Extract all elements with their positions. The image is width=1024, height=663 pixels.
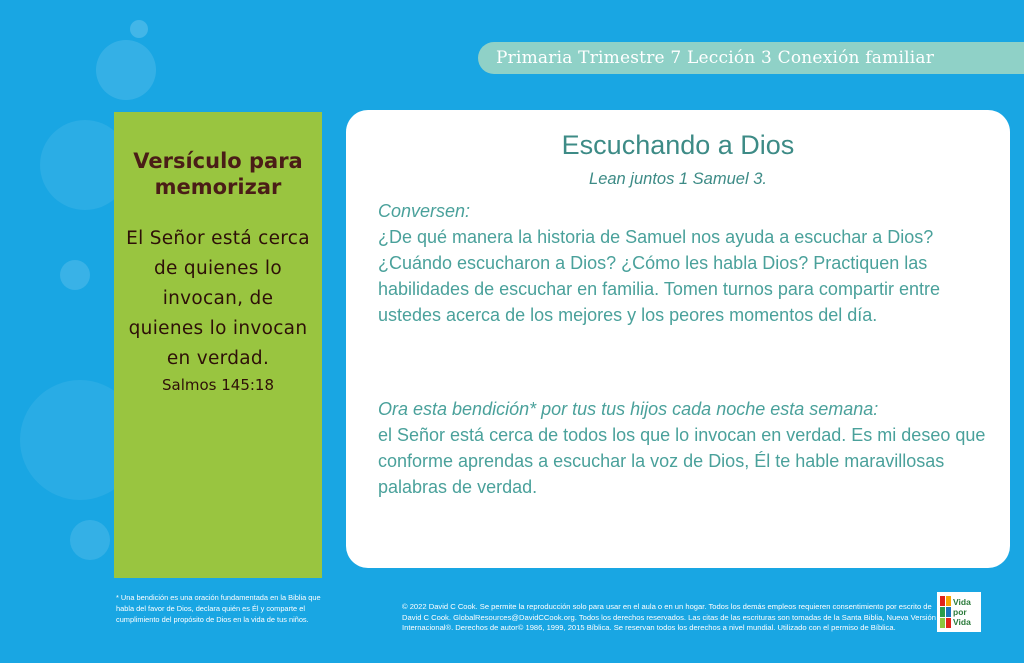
page-title: Primaria Trimestre 7 Lección 3 Conexión familiar bbox=[496, 48, 935, 68]
prayer-section bbox=[378, 396, 988, 500]
vida-por-vida-logo bbox=[937, 592, 981, 632]
background-bubble bbox=[70, 520, 110, 560]
prayer-text: el Señor está cerca de todos los que lo invocan en verdad. Es mi deseo que conforme aprendas a escuchar la voz de Dios, Él te hable maravillosas palabras de verdad. bbox=[378, 425, 986, 497]
memory-verse-text: El Señor está cerca de quienes lo invocan, de quienes lo invocan en verdad. bbox=[126, 228, 310, 369]
background-bubble bbox=[130, 20, 148, 38]
background-bubble bbox=[60, 260, 90, 290]
logo-text-line1: Vida bbox=[953, 597, 971, 607]
copyright-notice: © 2022 David C Cook. Se permite la reproducción solo para usar en el aula o en un hogar. Todos los demás empleos requieren consentimiento por escrito de David C Cook. GlobalResources@DavidCCook.org. Todos los derechos reservados. Las citas de las escrituras son tomadas de la Santa Biblia, Nueva Versión Internacional®. Derechos de autor© 1986, 1999, 2015 Bíblica. Se reservan todos los derechos a nivel mundial. Utilizado con el permiso de Bíblica. bbox=[402, 602, 936, 632]
logo-text-line3: Vida bbox=[953, 617, 971, 627]
discuss-label: Conversen: bbox=[378, 201, 471, 221]
logo-text-line2: por bbox=[953, 607, 967, 617]
discuss-text: ¿De qué manera la historia de Samuel nos ayuda a escuchar a Dios? ¿Cuándo escucharon a Dios? ¿Cómo les habla Dios? Practiquen las habilidades de escuchar en familia. Tomen turnos para compartir entre ustedes acerca de los mejores y los peores momentos del día. bbox=[378, 227, 940, 325]
discuss-section bbox=[378, 198, 988, 328]
card-subtitle: Lean juntos 1 Samuel 3. bbox=[589, 170, 767, 188]
memory-verse-panel bbox=[114, 112, 322, 578]
prayer-label: Ora esta bendición* por tus tus hijos cada noche esta semana: bbox=[378, 399, 879, 419]
card-title: Escuchando a Dios bbox=[561, 130, 795, 160]
memory-verse-title: Versículo para memorizar bbox=[133, 149, 303, 199]
background-bubble bbox=[96, 40, 156, 100]
logo-mark-icon bbox=[940, 596, 951, 628]
footnote: * Una bendición es una oración fundamentada en la Biblia que habla del favor de Dios, declara quién es Él y comparte el cumplimiento del propósito de Dios en la vida de tus niños. bbox=[116, 593, 321, 624]
header-bar bbox=[478, 42, 1024, 74]
memory-verse-reference: Salmos 145:18 bbox=[161, 376, 275, 394]
content-card bbox=[346, 110, 1010, 568]
